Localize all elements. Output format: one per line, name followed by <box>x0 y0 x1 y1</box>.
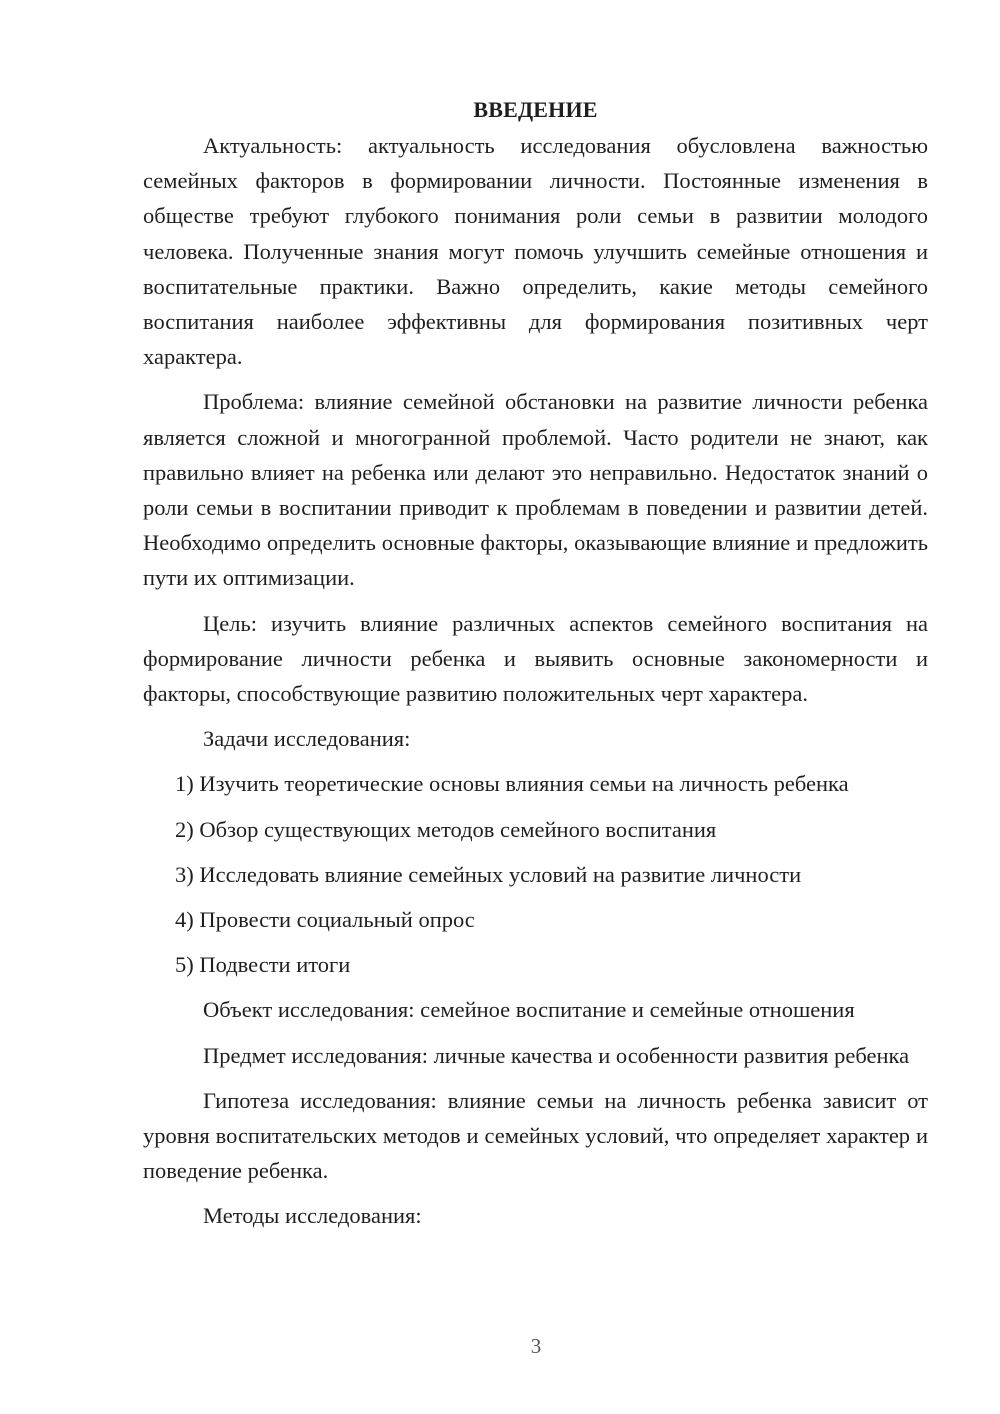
task-item-3: 3) Исследовать влияние семейных условий на развитие личности <box>175 861 802 887</box>
hypothesis-paragraph: Гипотеза исследования: влияние семьи на личность ребенка зависит от уровня воспитательских методов и семейных условий, что определяет характер и поведение ребенка. <box>143 1087 928 1184</box>
page-number: 3 <box>530 1334 542 1358</box>
task-item-1: 1) Изучить теоретические основы влияния семьи на личность ребенка <box>175 771 849 797</box>
methods-heading: Методы исследования: <box>203 1203 422 1229</box>
task-item-5: 5) Подвести итоги <box>175 952 351 978</box>
problem-paragraph: Проблема: влияние семейной обстановки на развитие личности ребенка является сложной и многогранной проблемой. Часто родители не знают, как правильно влияет на ребенка или делают это неправильно. Недостаток знаний о роли семьи в воспитании приводит к проблемам в поведении и развитии детей. Необходимо определить основные факторы, оказывающие влияние и предложить пути их оптимизации. <box>143 389 928 591</box>
subject-paragraph: Предмет исследования: личные качества и особенности развития ребенка <box>203 1042 910 1068</box>
document-page <box>143 92 928 1244</box>
task-item-2: 2) Обзор существующих методов семейного воспитания <box>175 816 717 842</box>
task-item-4: 4) Провести социальный опрос <box>175 907 475 933</box>
tasks-list <box>143 766 928 982</box>
section-title: ВВЕДЕНИЕ <box>473 97 598 122</box>
goal-paragraph: Цель: изучить влияние различных аспектов семейного воспитания на формирование личности ребенка и выявить основные закономерности и факторы, способствующие развитию положительных черт характера. <box>143 610 928 707</box>
object-paragraph: Объект исследования: семейное воспитание и семейные отношения <box>203 997 855 1023</box>
relevance-paragraph: Актуальность: актуальность исследования обусловлена важностью семейных факторов в формировании личности. Постоянные изменения в обществе требуют глубокого понимания роли семьи в развитии молодого человека. Полученные знания могут помочь улучшить семейные отношения и воспитательные практики. Важно определить, какие методы семейного воспитания наиболее эффективны для формирования позитивных черт характера. <box>143 133 928 370</box>
tasks-heading: Задачи исследования: <box>203 726 411 752</box>
